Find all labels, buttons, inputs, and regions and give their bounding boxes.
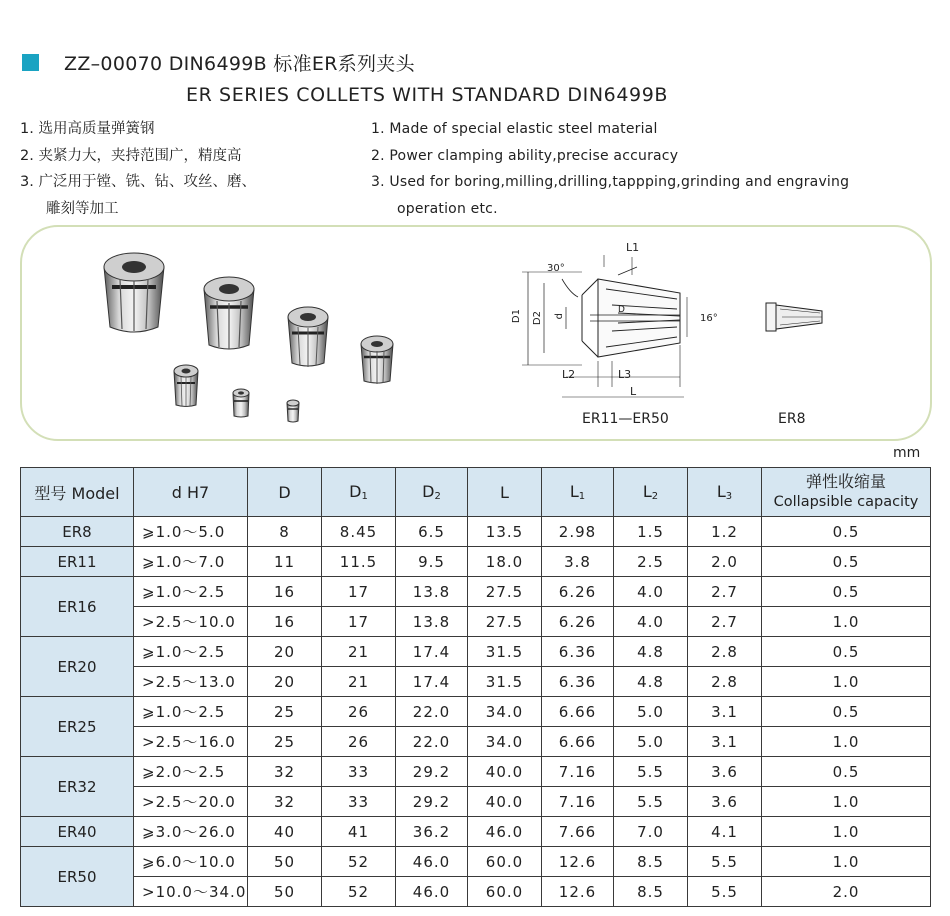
cell-L: 60.0 [468,847,542,877]
cell-D: 32 [248,757,322,787]
cell-L: 31.5 [468,637,542,667]
table-row [21,517,931,547]
unit-label: mm [893,445,921,461]
collet-photo-medium-2 [288,307,328,367]
cell-D1: 33 [322,757,396,787]
header-model: 型号 Model [21,468,134,517]
cell-cap: 0.5 [762,637,931,667]
table-row [21,697,931,727]
cell-cap: 1.0 [762,667,931,697]
cell-cap: 0.5 [762,547,931,577]
header-capacity-cn: 弹性收缩量 [805,472,886,491]
cell-L3: 3.6 [688,787,762,817]
cell-D2: 17.4 [396,637,468,667]
collet-photo-small-1 [361,336,393,384]
cell-D2: 22.0 [396,727,468,757]
page-title-en: ER SERIES COLLETS WITH STANDARD DIN6499B [186,84,669,106]
cell-dh7: ⩾1.0～2.5 [134,697,248,727]
cell-cap: 0.5 [762,577,931,607]
cell-L1: 6.26 [542,577,614,607]
cell-D2: 46.0 [396,877,468,907]
cell-D1: 17 [322,577,396,607]
diagram-label-er8: ER8 [778,411,806,427]
cell-D2: 6.5 [396,517,468,547]
cell-D1: 21 [322,667,396,697]
cell-L2: 4.0 [614,607,688,637]
cell-L: 34.0 [468,697,542,727]
model-cell: ER25 [21,697,134,757]
cell-L2: 5.0 [614,697,688,727]
cell-L3: 2.0 [688,547,762,577]
table-body [21,517,931,907]
cell-dh7: ⩾1.0～2.5 [134,577,248,607]
cell-cap: 0.5 [762,697,931,727]
cell-D: 8 [248,517,322,547]
cell-L: 13.5 [468,517,542,547]
cell-D2: 29.2 [396,757,468,787]
cell-L: 18.0 [468,547,542,577]
cell-D1: 52 [322,847,396,877]
cell-dh7: >2.5～10.0 [134,607,248,637]
cell-L2: 2.5 [614,547,688,577]
collet-spec-table [20,467,931,907]
header-dh7: d H7 [134,468,248,517]
cell-cap: 1.0 [762,727,931,757]
cell-D2: 36.2 [396,817,468,847]
cell-D1: 52 [322,877,396,907]
cell-D: 25 [248,697,322,727]
cell-cap: 1.0 [762,607,931,637]
cell-D: 40 [248,817,322,847]
table-row [21,667,931,697]
diagram-dim-l1: L1 [626,241,640,254]
diagram-label-er11-er50: ER11—ER50 [582,411,669,427]
feature-cn-1: 1. 选用高质量弹簧钢 [20,121,155,137]
cell-D: 20 [248,637,322,667]
cell-dh7: ⩾1.0～5.0 [134,517,248,547]
cell-L2: 5.5 [614,757,688,787]
cell-L: 40.0 [468,757,542,787]
cell-D: 25 [248,727,322,757]
table-row [21,637,931,667]
cell-L: 46.0 [468,817,542,847]
model-cell: ER40 [21,817,134,847]
cell-dh7: ⩾6.0～10.0 [134,847,248,877]
cell-L2: 4.8 [614,667,688,697]
feature-en-3-cont: operation etc. [397,200,498,217]
cell-D: 50 [248,847,322,877]
table-row [21,787,931,817]
feature-cn-2: 2. 夹紧力大，夹持范围广，精度高 [20,147,242,164]
header-L1: $L_1$ [542,468,614,517]
cell-D1: 8.45 [322,517,396,547]
header-D2: $D_2$ [396,468,468,517]
cell-L2: 4.8 [614,637,688,667]
cell-L2: 5.0 [614,727,688,757]
cell-D2: 9.5 [396,547,468,577]
cell-L: 40.0 [468,787,542,817]
cell-L1: 7.16 [542,757,614,787]
table-row [21,727,931,757]
cell-L3: 2.7 [688,607,762,637]
diagram-dim-l3: L3 [618,368,632,381]
diagram-dim-d: d [554,313,565,320]
cell-D1: 11.5 [322,547,396,577]
collet-photo-large [104,253,164,332]
cell-cap: 1.0 [762,847,931,877]
diagram-dim-d2: D2 [532,311,543,326]
table-row [21,757,931,787]
cell-L3: 2.8 [688,637,762,667]
cell-L1: 12.6 [542,877,614,907]
cell-L2: 8.5 [614,847,688,877]
cell-L2: 7.0 [614,817,688,847]
collet-photo-small-4 [287,400,299,422]
table-row [21,877,931,907]
header-D: D [248,468,322,517]
cell-L1: 7.66 [542,817,614,847]
feature-list-cn [20,116,256,222]
collet-photo-medium-1 [204,277,254,349]
cell-dh7: ⩾2.0～2.5 [134,757,248,787]
header-L2: $L_2$ [614,468,688,517]
header-L3: $L_3$ [688,468,762,517]
cell-cap: 1.0 [762,817,931,847]
cell-L2: 5.5 [614,787,688,817]
cell-L2: 4.0 [614,577,688,607]
cell-L2: 8.5 [614,877,688,907]
cell-L1: 2.98 [542,517,614,547]
model-cell: ER8 [21,517,134,547]
cell-cap: 1.0 [762,787,931,817]
feature-cn-3-cont: 雕刻等加工 [46,200,119,217]
table-row [21,817,931,847]
feature-en-1: 1. Made of special elastic steel material [371,121,658,137]
cell-L1: 6.26 [542,607,614,637]
header-L: L [468,468,542,517]
cell-dh7: >10.0～34.0 [134,877,248,907]
table-row [21,847,931,877]
cell-cap: 0.5 [762,757,931,787]
diagram-dim-D: D [618,305,625,315]
cell-L3: 3.1 [688,697,762,727]
table-row [21,547,931,577]
cell-dh7: >2.5～16.0 [134,727,248,757]
cell-L1: 6.36 [542,667,614,697]
cell-L3: 3.6 [688,757,762,787]
diagram-dim-l: L [630,385,637,398]
collet-photo-small-2 [174,365,198,407]
header-capacity-en: Collapsible capacity [773,494,919,510]
cell-L1: 6.36 [542,637,614,667]
cell-L3: 4.1 [688,817,762,847]
cell-D: 16 [248,607,322,637]
cell-L3: 3.1 [688,727,762,757]
cell-L1: 6.66 [542,697,614,727]
cell-cap: 2.0 [762,877,931,907]
collet-illustration [22,227,930,439]
product-illustration-box [20,225,932,441]
cell-cap: 0.5 [762,517,931,547]
cell-D1: 33 [322,787,396,817]
page-title-cn: ZZ–00070 DIN6499B 标准ER系列夹头 [64,53,415,75]
cell-L: 27.5 [468,577,542,607]
technical-drawing-er8 [766,303,822,331]
model-cell: ER50 [21,847,134,907]
model-cell: ER16 [21,577,134,637]
cell-D1: 17 [322,607,396,637]
cell-D: 20 [248,667,322,697]
cell-D2: 17.4 [396,667,468,697]
cell-L3: 2.8 [688,667,762,697]
model-cell: ER32 [21,757,134,817]
cell-D2: 29.2 [396,787,468,817]
title-marker-square [22,54,39,71]
collet-photo-small-3 [233,389,249,417]
cell-L: 34.0 [468,727,542,757]
cell-L3: 5.5 [688,847,762,877]
model-cell: ER20 [21,637,134,697]
cell-D2: 13.8 [396,607,468,637]
cell-L: 27.5 [468,607,542,637]
cell-D: 11 [248,547,322,577]
diagram-angle-16: 16° [700,313,718,324]
table-header-row [21,468,931,517]
cell-dh7: ⩾1.0～2.5 [134,637,248,667]
feature-en-3: 3. Used for boring,milling,drilling,tappping,grinding and engraving [371,174,850,190]
header-capacity [762,468,931,517]
diagram-angle-30: 30° [547,263,565,274]
cell-D1: 41 [322,817,396,847]
cell-D: 16 [248,577,322,607]
cell-L1: 3.8 [542,547,614,577]
technical-drawing-er11-er50 [522,255,687,397]
feature-cn-3: 3. 广泛用于镗、铣、钻、攻丝、磨、 [20,174,256,190]
cell-L3: 1.2 [688,517,762,547]
cell-L1: 7.16 [542,787,614,817]
cell-L1: 12.6 [542,847,614,877]
cell-dh7: >2.5～13.0 [134,667,248,697]
feature-list-en [371,116,849,222]
cell-L: 60.0 [468,877,542,907]
cell-D: 32 [248,787,322,817]
cell-D1: 26 [322,697,396,727]
cell-L1: 6.66 [542,727,614,757]
table-row [21,607,931,637]
header-D1: $D_1$ [322,468,396,517]
cell-dh7: ⩾3.0～26.0 [134,817,248,847]
table-row [21,577,931,607]
cell-dh7: >2.5～20.0 [134,787,248,817]
cell-D1: 26 [322,727,396,757]
cell-L: 31.5 [468,667,542,697]
cell-L3: 2.7 [688,577,762,607]
cell-D2: 22.0 [396,697,468,727]
cell-D1: 21 [322,637,396,667]
model-cell: ER11 [21,547,134,577]
cell-dh7: ⩾1.0～7.0 [134,547,248,577]
cell-L3: 5.5 [688,877,762,907]
feature-en-2: 2. Power clamping ability,precise accuracy [371,147,679,164]
cell-D2: 46.0 [396,847,468,877]
diagram-dim-d1: D1 [511,309,522,324]
diagram-dim-l2: L2 [562,368,576,381]
cell-D2: 13.8 [396,577,468,607]
cell-D: 50 [248,877,322,907]
cell-L2: 1.5 [614,517,688,547]
